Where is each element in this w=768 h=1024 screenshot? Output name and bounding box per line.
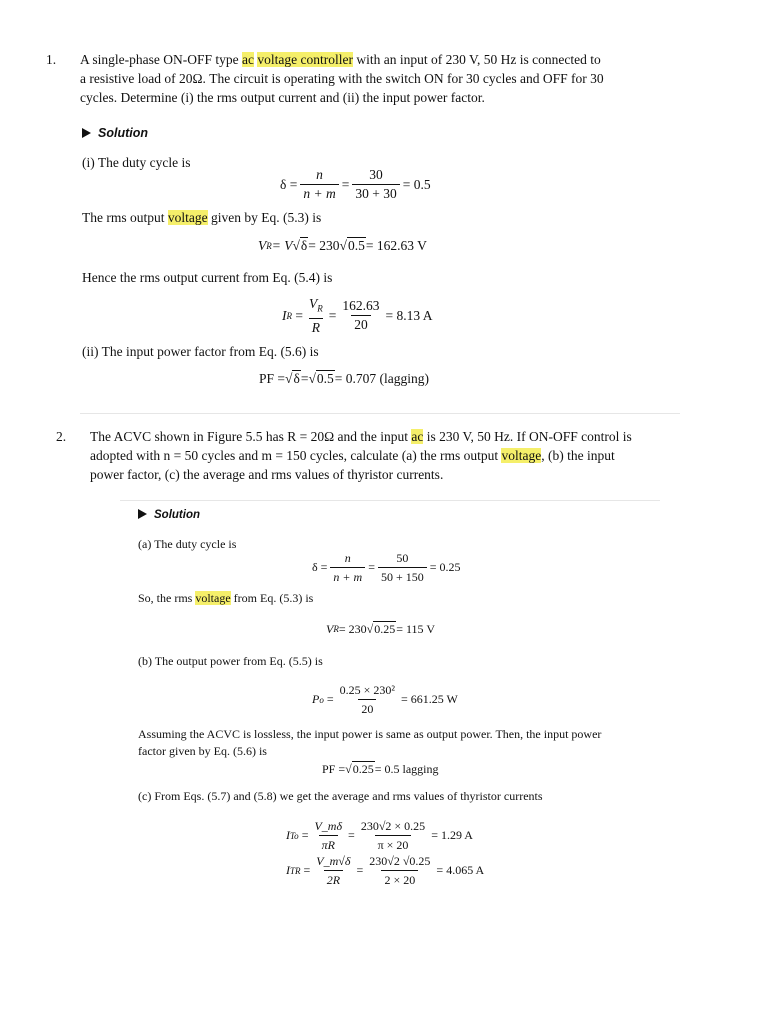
p2-power-factor-equation: PF = √ 0.25 = 0.5 lagging — [322, 761, 439, 776]
p2-output-power-text: (b) The output power from Eq. (5.5) is — [138, 654, 323, 668]
highlight-ac: ac — [411, 429, 424, 444]
divider — [120, 500, 660, 501]
problem-2-line-1: The ACVC shown in Figure 5.5 has R = 20Ω and the input ac is 230 V, 50 Hz. If ON-OFF control is — [90, 429, 632, 444]
p1-power-factor-text: (ii) The input power factor from Eq. (5.6) is — [82, 344, 319, 359]
p1-duty-cycle-text: (i) The duty cycle is — [82, 155, 191, 170]
p2-lossless-text: Assuming the ACVC is lossless, the input power is same as output power. Then, the input power factor given by Eq. (5.6) is — [138, 727, 602, 758]
solution-heading-2: Solution — [138, 509, 200, 521]
p1-duty-cycle-equation: δ = $\frac{n}{n + m}$ = $\frac{30}{30 + 30}$ = 0.5 — [280, 167, 431, 201]
highlight-ac: ac — [242, 52, 254, 67]
problem-1-number: 1. — [46, 52, 57, 67]
highlight-voltage-controller: voltage controller — [257, 52, 353, 67]
problem-1-line-1: A single-phase ON-OFF type ac voltage controller with an input of 230 V, 50 Hz is connected to — [80, 52, 601, 67]
p1-rms-current-text: Hence the rms output current from Eq. (5.4) is — [82, 270, 333, 285]
highlight-voltage: voltage — [167, 210, 208, 225]
solution-heading-1: Solution — [82, 126, 148, 140]
p1-rms-voltage-text: The rms output voltage given by Eq. (5.3) is — [82, 210, 322, 225]
p2-rms-current-equation: I TR = $\frac{V\_m√\delta}{2R}$ = $\frac{230√2 √0.25}{2 \times 20}$ = 4.065 A — [286, 854, 485, 887]
problem-1-line-3: cycles. Determine (i) the rms output current and (ii) the input power factor. — [80, 90, 485, 105]
problem-2-line-3: power factor, (c) the average and rms values of thyristor currents. — [90, 467, 444, 482]
p1-rms-current-equation: I R = $\frac{V_R}{R}$ = $\frac{162.63}{20}$ = 8.13 A — [282, 296, 433, 335]
p1-rms-voltage-equation: V R = V √ δ = 230 √ 0.5 = 162.63 V — [258, 237, 427, 253]
problem-2-statement — [90, 427, 690, 484]
p2-output-power-equation: P o = $\frac{\text{0.25 × 230²}}{20}$ = 661.25 W — [312, 683, 458, 716]
highlight-voltage: voltage — [501, 448, 542, 463]
p2-average-current-equation: I To = $\frac{V\_m\delta}{\pi R}$ = $\frac{230√2 \times 0.25}{\pi \times 20}$ = 1.29 A — [286, 819, 473, 852]
problem-1-line-2: a resistive load of 20Ω. The circuit is operating with the switch ON for 30 cycles and OFF for 30 — [80, 71, 604, 86]
p2-thyristor-text: (c) From Eqs. (5.7) and (5.8) we get the average and rms values of thyristor currents — [138, 789, 543, 803]
triangle-bullet-icon — [138, 509, 147, 519]
p2-duty-cycle-equation: δ = $\frac{n}{n + m}$ = $\frac{50}{50 + 150}$ = 0.25 — [312, 551, 461, 584]
p2-duty-cycle-text: (a) The duty cycle is — [138, 537, 237, 551]
highlight-voltage: voltage — [195, 591, 231, 605]
triangle-bullet-icon — [82, 128, 91, 138]
problem-1-statement — [80, 50, 680, 107]
problem-2-number: 2. — [56, 429, 67, 444]
p2-rms-voltage-equation: V R = 230 √ 0.25 = 115 V — [326, 621, 435, 636]
problem-2-line-2: adopted with n = 50 cycles and m = 150 cycles, calculate (a) the rms output voltage, (b) the input — [90, 448, 615, 463]
p1-power-factor-equation: PF = √ δ = √ 0.5 = 0.707 (lagging) — [259, 370, 429, 386]
p2-rms-voltage-text: So, the rms voltage from Eq. (5.3) is — [138, 591, 314, 605]
divider — [80, 413, 680, 414]
